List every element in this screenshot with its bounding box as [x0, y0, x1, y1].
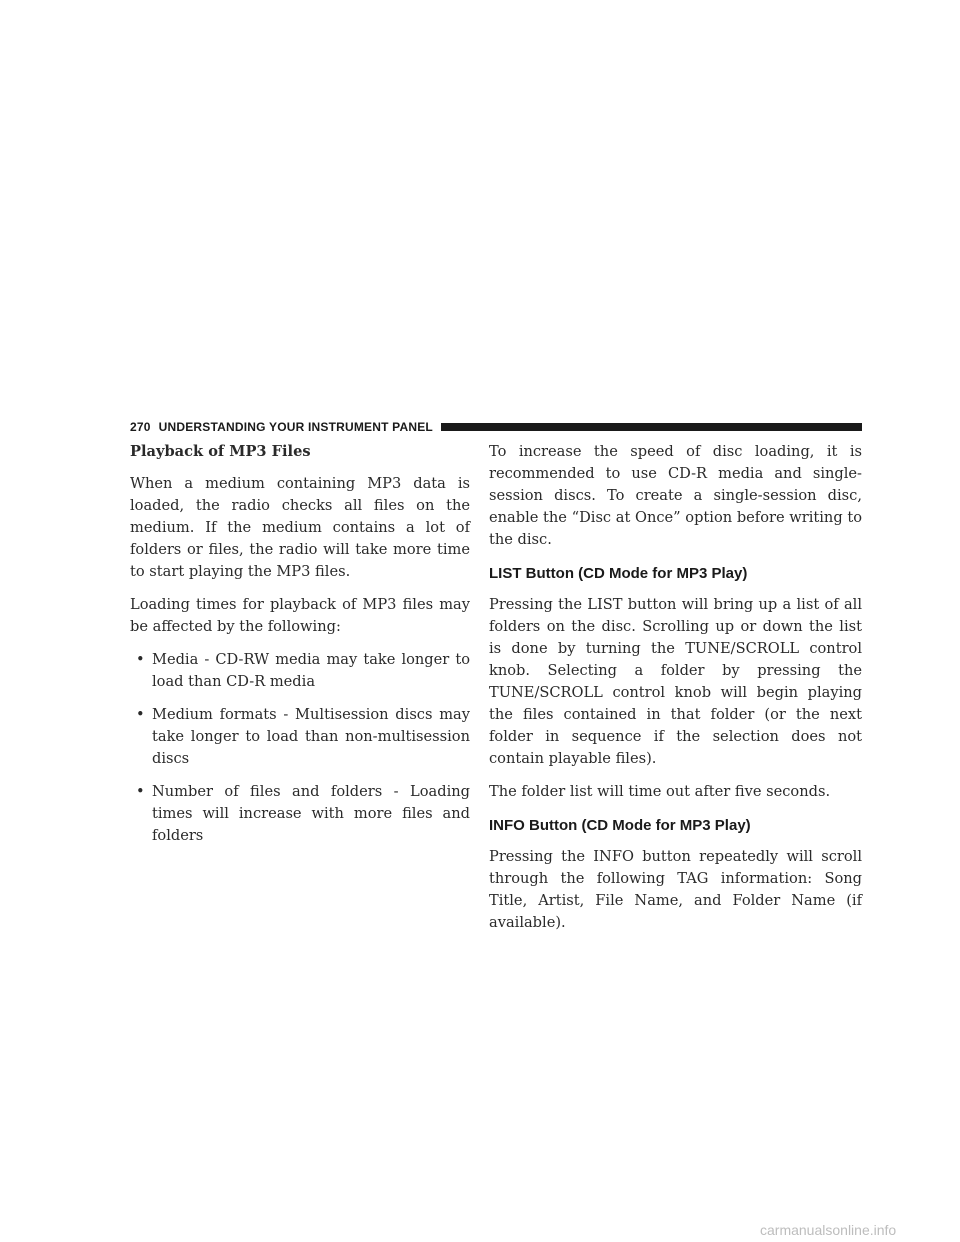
bullet-icon: •: [136, 651, 145, 668]
paragraph: Pressing the INFO button repeatedly will scroll through the following TAG information: Song Title, Artist, File Name, and Folder Name (if available).: [489, 848, 862, 931]
paragraph: When a medium containing MP3 data is loaded, the radio checks all files on the medium. If the medium contains a lot of folders or files, the radio will take more time to start playing the MP3 files.: [130, 475, 470, 580]
paragraph: To increase the speed of disc loading, it is recommended to use CD-R media and single-session discs. To create a single-session disc, enable the “Disc at Once” option before writing to the disc.: [489, 443, 862, 548]
header-rule: [441, 423, 862, 431]
watermark: carmanualsonline.info: [760, 1222, 897, 1238]
left-column: [130, 441, 470, 858]
section-title: UNDERSTANDING YOUR INSTRUMENT PANEL: [158, 420, 433, 434]
heading-list-button: LIST Button (CD Mode for MP3 Play): [489, 565, 748, 582]
list-item-text: Number of files and folders - Loading times will increase with more files and folders: [152, 783, 470, 844]
bullet-icon: •: [136, 783, 145, 800]
paragraph: Pressing the LIST button will bring up a list of all folders on the disc. Scrolling up or down the list is done by turning the TUNE/SCROLL control knob. Selecting a folder by pressing the TUNE/SCROLL control knob will begin playing the files contained in that folder (or the next folder in sequence if the selection does not contain playable files).: [489, 596, 862, 767]
paragraph: The folder list will time out after five seconds.: [489, 783, 831, 800]
right-column: [489, 441, 862, 945]
paragraph: Loading times for playback of MP3 files may be affected by the following:: [130, 596, 470, 635]
page-header: [130, 420, 862, 434]
list-item-text: Media - CD-RW media may take longer to load than CD-R media: [152, 651, 470, 690]
list-item-text: Medium formats - Multisession discs may take longer to load than non-multisession discs: [152, 706, 470, 767]
list-item: [130, 704, 470, 770]
bullet-icon: •: [136, 706, 145, 723]
page-number: 270: [130, 420, 151, 434]
bullet-list: [130, 649, 470, 847]
list-item: [130, 781, 470, 847]
heading-info-button: INFO Button (CD Mode for MP3 Play): [489, 817, 751, 834]
heading-playback-mp3: Playback of MP3 Files: [130, 443, 311, 460]
list-item: [130, 649, 470, 693]
